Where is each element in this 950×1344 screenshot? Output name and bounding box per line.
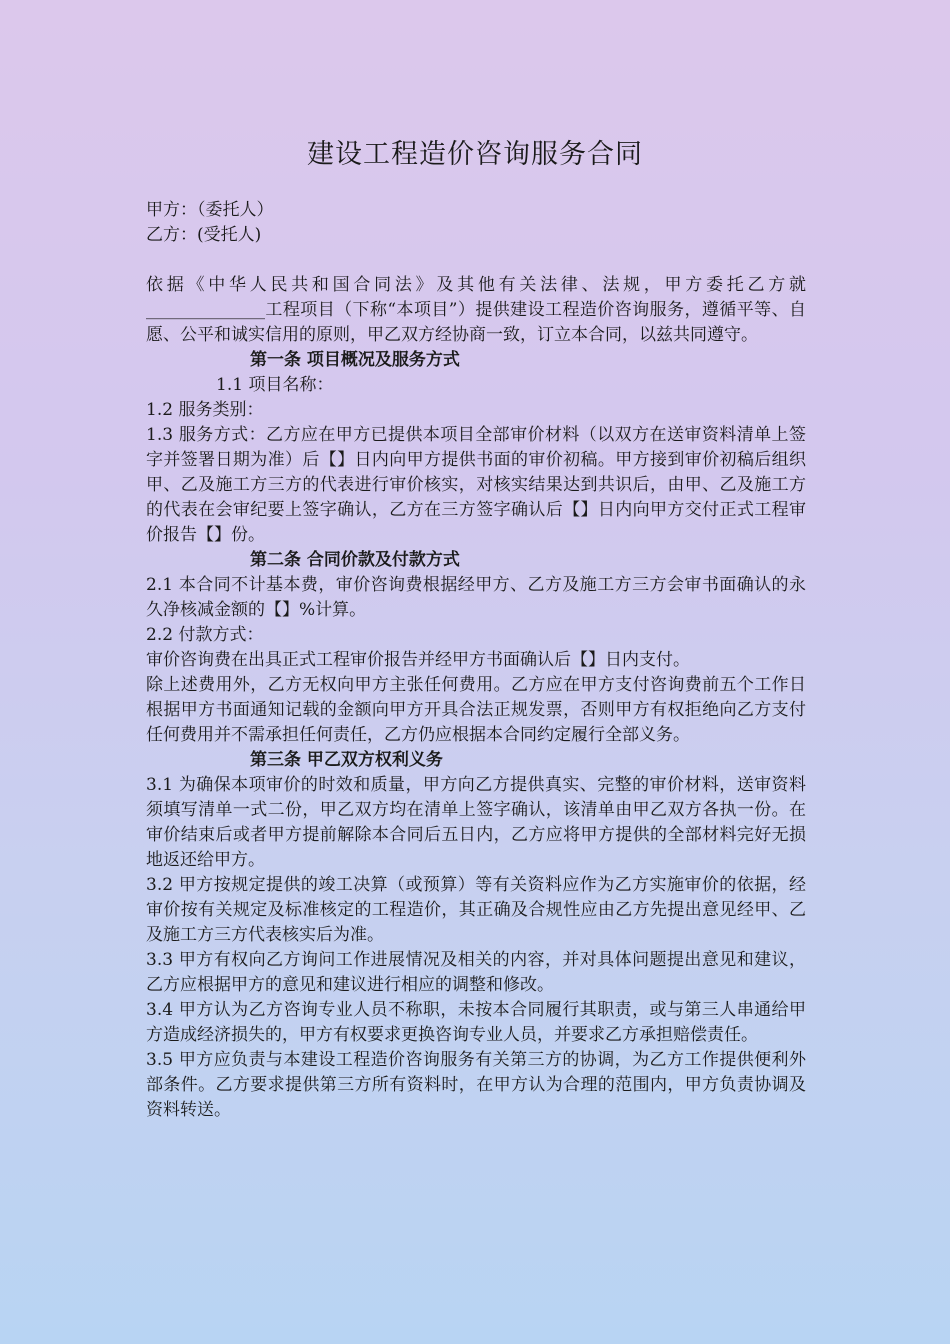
clause-2-2-payment: 审价咨询费在出具正式工程审价报告并经甲方书面确认后【】日内支付。 xyxy=(146,650,690,670)
party-b-line: 乙方：(受托人) xyxy=(146,225,262,245)
clause-3-2: 3.2 甲方按规定提供的竣工决算（或预算）等有关资料应作为乙方实施审价的依据，经审价按有关规定及标准核定的工程造价，其正确及合规性应由乙方先提出意见经甲、乙及施工方三方代表核实后为准。 xyxy=(146,875,806,945)
article-2-heading: 第二条 合同价款及付款方式 xyxy=(250,550,460,570)
article-1-heading: 第一条 项目概况及服务方式 xyxy=(250,350,460,370)
clause-1-1: 1.1 项目名称： xyxy=(216,375,334,395)
clause-2-1: 2.1 本合同不计基本费，审价咨询费根据经甲方、乙方及施工方三方会审书面确认的永久净核减金额的【】%计算。 xyxy=(146,575,806,620)
preamble-paragraph: 依据《中华人民共和国合同法》及其他有关法律、法规，甲方委托乙方就______________工程项目（下称“本项目”）提供建设工程造价咨询服务，遵循平等、自愿、公平和诚实信用的原则，甲乙双方经协商一致，订立本合同，以兹共同遵守。 xyxy=(146,275,806,345)
clause-1-3: 1.3 服务方式：乙方应在甲方已提供本项目全部审价材料（以双方在送审资料清单上签字并签署日期为准）后【】日内向甲方提供书面的审价初稿。甲方接到审价初稿后组织甲、乙及施工方三方的代表进行审价核实，对核实结果达到共识后，由甲、乙及施工方的代表在会审纪要上签字确认，乙方在三方签字确认后【】日内向甲方交付正式工程审价报告【】份。 xyxy=(146,425,806,545)
clause-3-5: 3.5 甲方应负责与本建设工程造价咨询服务有关第三方的协调，为乙方工作提供便利外部条件。乙方要求提供第三方所有资料时，在甲方认为合理的范围内，甲方负责协调及资料转送。 xyxy=(146,1050,806,1120)
article-3-heading: 第三条 甲乙双方权利义务 xyxy=(250,750,443,770)
clause-2-2-fees: 除上述费用外，乙方无权向甲方主张任何费用。乙方应在甲方支付咨询费前五个工作日根据甲方书面通知记载的金额向甲方开具合法正规发票，否则甲方有权拒绝向乙方支付任何费用并不需承担任何责任，乙方仍应根据本合同约定履行全部义务。 xyxy=(146,675,806,745)
clause-3-4: 3.4 甲方认为乙方咨询专业人员不称职，未按本合同履行其职责，或与第三人串通给甲方造成经济损失的，甲方有权要求更换咨询专业人员，并要求乙方承担赔偿责任。 xyxy=(146,1000,806,1045)
party-a-line: 甲方：（委托人） xyxy=(146,200,274,220)
clause-3-1: 3.1 为确保本项审价的时效和质量，甲方向乙方提供真实、完整的审价材料，送审资料须填写清单一式二份，甲乙双方均在清单上签字确认，该清单由甲乙双方各执一份。在审价结束后或者甲方提前解除本合同后五日内，乙方应将甲方提供的全部材料完好无损地返还给甲方。 xyxy=(146,775,806,870)
clause-3-3: 3.3 甲方有权向乙方询问工作进展情况及相关的内容，并对具体问题提出意见和建议，乙方应根据甲方的意见和建议进行相应的调整和修改。 xyxy=(146,950,806,995)
document-body xyxy=(146,198,806,1123)
clause-1-2: 1.2 服务类别： xyxy=(146,400,264,420)
document-title: 建设工程造价咨询服务合同 xyxy=(307,139,643,170)
clause-2-2: 2.2 付款方式： xyxy=(146,625,264,645)
